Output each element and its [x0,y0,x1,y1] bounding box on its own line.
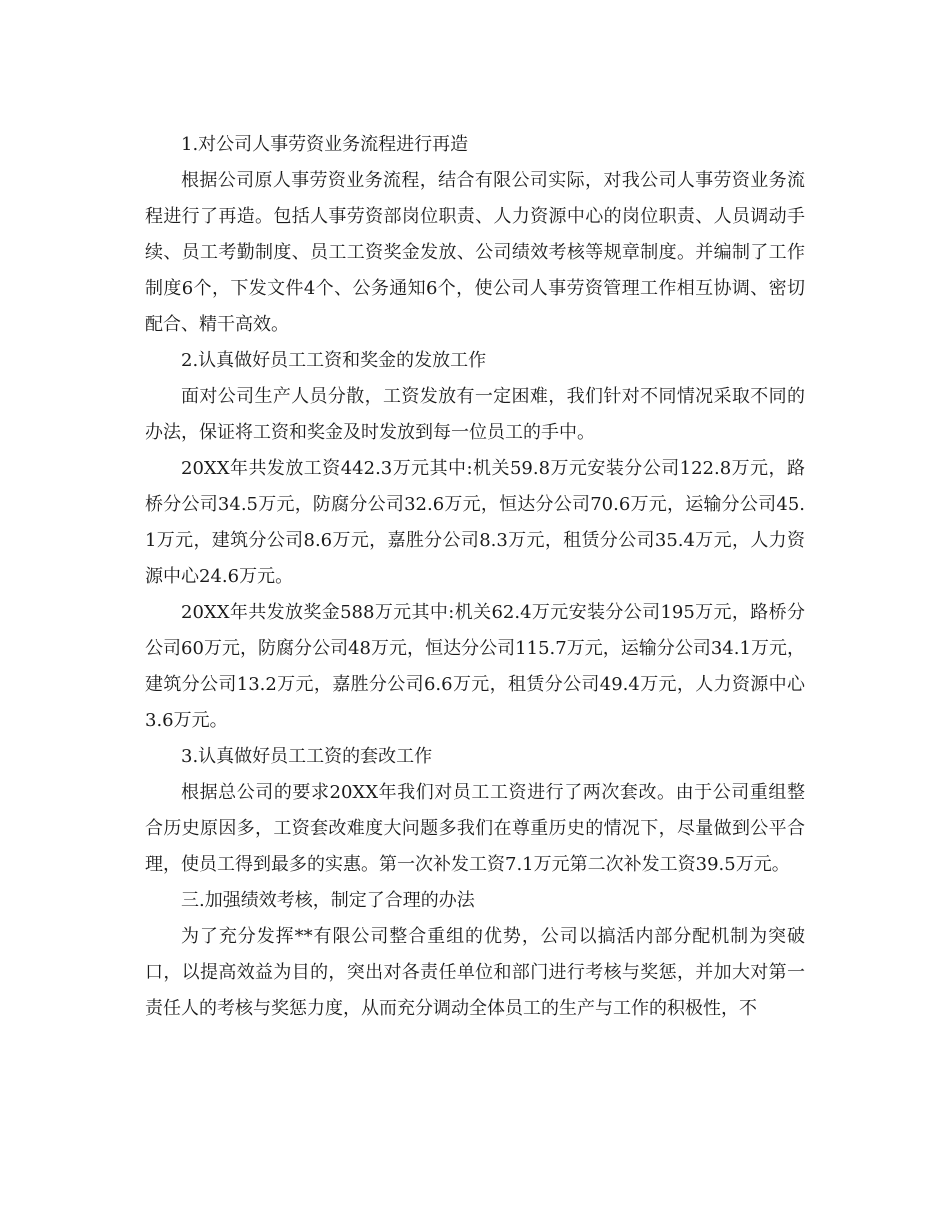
paragraph-process-reengineering: 根据公司原人事劳资业务流程，结合有限公司实际，对我公司人事劳资业务流程进行了再造。包括人事劳资部岗位职责、人力资源中心的岗位职责、人员调动手续、员工考勤制度、员工工资奖金发放、公司绩效考核等规章制度。并编制了工作制度6个，下发文件4个、公务通知6个，使公司人事劳资管理工作相互协调、密切配合、精干高效。 [145,170,805,335]
heading-wage-reform: 3.认真做好员工工资的套改工作 [181,746,433,767]
paragraph-distribution-approach: 面对公司生产人员分散，工资发放有一定困难，我们针对不同情况采取不同的办法，保证将工资和奖金及时发放到每一位员工的手中。 [145,386,805,443]
document-body [145,127,805,1027]
paragraph-bonus-breakdown: 20XX年共发放奖金588万元其中:机关62.4万元安装分公司195万元，路桥分公司60万元，防腐分公司48万元，恒达分公司115.7万元，运输分公司34.1万元，建筑分公司13.2万元，嘉胜分公司6.6万元，租赁分公司49.4万元，人力资源中心3.6万元。 [145,602,805,731]
paragraph-wage-reform: 根据总公司的要求20XX年我们对员工工资进行了两次套改。由于公司重组整合历史原因多，工资套改难度大问题多我们在尊重历史的情况下，尽量做到公平合理，使员工得到最多的实惠。第一次补发工资7.1万元第二次补发工资39.5万元。 [145,782,805,875]
paragraph-wages-breakdown: 20XX年共发放工资442.3万元其中:机关59.8万元安装分公司122.8万元，路桥分公司34.5万元，防腐分公司32.6万元，恒达分公司70.6万元，运输分公司45.1万元，建筑分公司8.6万元，嘉胜分公司8.3万元，租赁分公司35.4万元，人力资源中心24.6万元。 [145,458,805,587]
heading-wage-bonus-distribution: 2.认真做好员工工资和奖金的发放工作 [181,350,487,371]
heading-performance-assessment: 三.加强绩效考核，制定了合理的办法 [181,890,475,911]
paragraph-performance-assessment: 为了充分发挥**有限公司整合重组的优势，公司以搞活内部分配机制为突破口，以提高效益为目的，突出对各责任单位和部门进行考核与奖惩，并加大对第一责任人的考核与奖惩力度，从而充分调动全体员工的生产与工作的积极性，不 [145,926,805,1019]
heading-hr-process-reengineering: 1.对公司人事劳资业务流程进行再造 [181,134,469,155]
